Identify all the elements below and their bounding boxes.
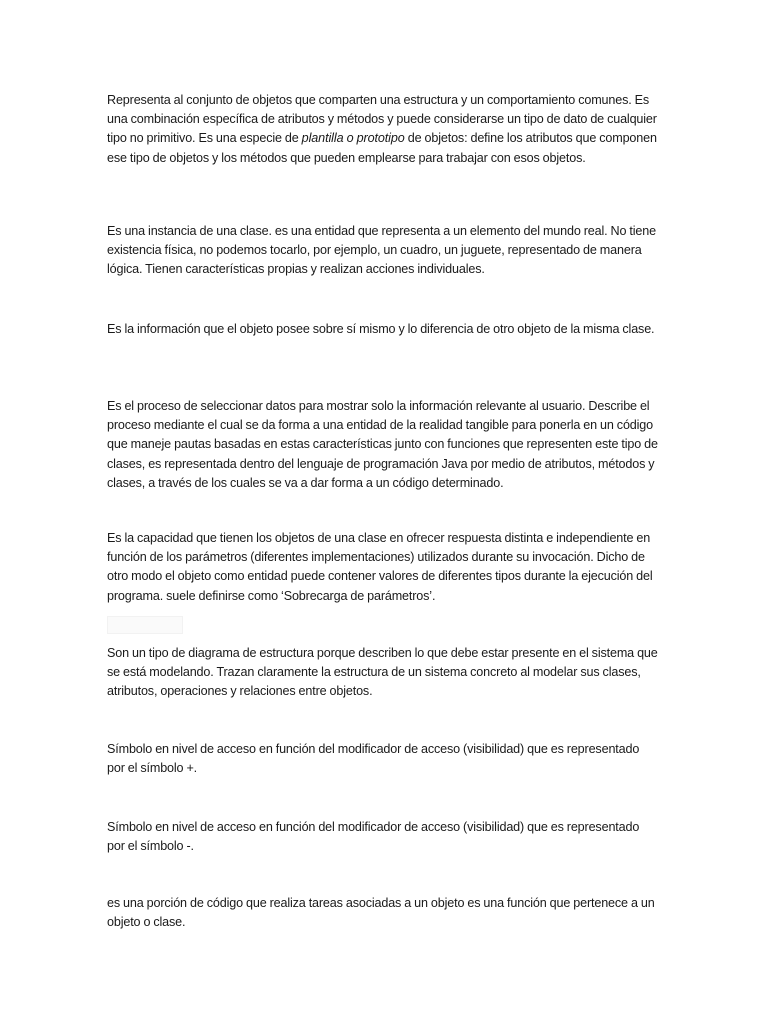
definition-diagrama-clases: Son un tipo de diagrama de estructura porque describen lo que debe estar presente en el sistema que se está modelando. Trazan claramente la estructura de un sistema concreto al modelar sus clases, atributos, operaciones y relaciones entre objetos. xyxy=(107,646,658,699)
definition-polimorfismo: Es la capacidad que tienen los objetos de una clase en ofrecer respuesta distinta e independiente en función de los parámetros (diferentes implementaciones) utilizados durante su invocación. Dicho de otro modo el objeto como entidad puede contener valores de diferentes tipos durante la ejecución del programa. suele definirse como ‘Sobrecarga de parámetros’. xyxy=(107,531,653,603)
definition-clase-text: Representa al conjunto de objetos que comparten una estructura y un comportamiento comunes. Es una combinación específica de atributos y métodos y puede considerarse un tipo de dato de cualquier tipo no primitivo. Es una especie de xyxy=(107,93,657,146)
definition-publico: Símbolo en nivel de acceso en función del modificador de acceso (visibilidad) que es representado por el símbolo +. xyxy=(107,742,640,776)
definition-metodo: es una porción de código que realiza tareas asociadas a un objeto es una función que pertenece a un objeto o clase. xyxy=(107,896,655,930)
faint-blank-box xyxy=(107,616,183,634)
definition-atributo: Es la información que el objeto posee sobre sí mismo y lo diferencia de otro objeto de la misma clase. xyxy=(107,322,655,336)
definition-objeto: Es una instancia de una clase. es una entidad que representa a un elemento del mundo real. No tiene existencia física, no podemos tocarlo, por ejemplo, un cuadro, un juguete, representado de manera lógica. Tienen características propias y realizan acciones individuales. xyxy=(107,224,656,277)
definition-abstraccion: Es el proceso de seleccionar datos para mostrar solo la información relevante al usuario. Describe el proceso mediante el cual se da forma a una entidad de la realidad tangible para ponerla en un código que maneje pautas basadas en estas características junto con funciones que representen este tipo de clases, es representada dentro del lenguaje de programación Java por medio de atributos, métodos y clases, a través de los cuales se va a dar forma a un código determinado. xyxy=(107,399,658,490)
definition-clase-italic: plantilla o prototipo xyxy=(301,131,405,146)
definition-privado: Símbolo en nivel de acceso en función del modificador de acceso (visibilidad) que es representado por el símbolo -. xyxy=(107,820,640,854)
definition-clase-text-end: de objetos: define los atributos que componen ese tipo de objetos y los métodos que pueden emplearse para trabajar con esos objetos. xyxy=(107,131,657,165)
definition-clase xyxy=(107,91,659,168)
